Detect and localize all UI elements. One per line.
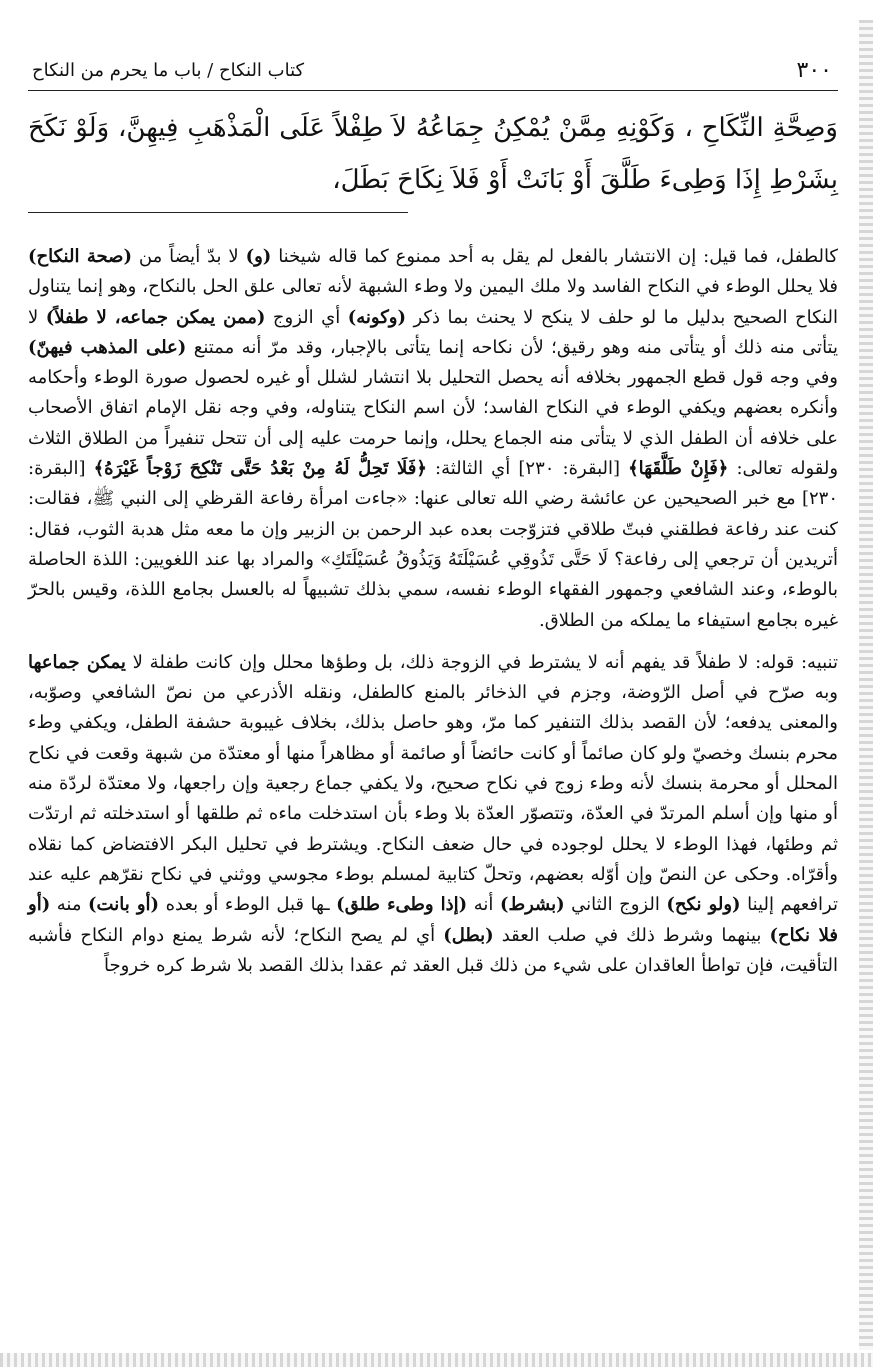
matn-quote: (ممن يمكن جماعه، لا طفلاً) bbox=[45, 306, 266, 328]
matn-quote: (أو فلا نكاح) bbox=[28, 894, 838, 946]
commentary bbox=[28, 242, 838, 981]
emphasis: يمكن جماعها bbox=[28, 651, 126, 673]
matn-quote: (على المذهب فيهنّ) bbox=[28, 336, 187, 358]
decorative-border-bottom bbox=[0, 1353, 873, 1367]
text-run: ـها قبل الوطء أو بعده bbox=[159, 894, 337, 916]
matn-quote: (أو بانت) bbox=[88, 894, 160, 916]
matn-quote: (بطل) bbox=[443, 924, 494, 946]
quran-quote: ﴿فَإِنْ طَلَّقَهَا﴾ bbox=[628, 458, 729, 480]
text-run: أي الزوج bbox=[265, 306, 348, 328]
matn-quote: (إذا وطىء طلق) bbox=[336, 894, 468, 916]
commentary-paragraph-1 bbox=[28, 242, 838, 636]
text-run: منه bbox=[50, 894, 89, 916]
text-run: وفي وجه قول قطع الجمهور بخلافه أنه يحصل التحليل بلا انتشار لشلل أو غيره لحصول صورة الوطء وأحكامه وأنكره بعضهم ويكفي الوطء في النكاح الفاسد؛ لأن اسم النكاح يتناوله، وفي وجه نقل الإمام اتفاق الأصحاب على خلافه أن الطفل الذي لا يتأتى منه الجماع يحلل، وإنما حرمت عليه إلى أن تتحل تنفيراً من الطلاق الثلاث ولقوله تعالى: bbox=[28, 367, 839, 480]
text-run: أنه bbox=[467, 894, 500, 916]
text-run: [البقرة: ٢٣٠] مع خبر الصحيحين عن عائشة رضي الله تعالى عنها: «جاءت امرأة رفاعة القرظي إلى النبي ﷺ، فقالت: كنت عند رفاعة فطلقني فبتّ طلاقي فتزوّجت بعده عبد الرحمن بن الزبير وإن ما معه مثل هدبة الثوب، فقال: أتريدين أن ترجعي إلى رفاعة؟ لَا حَتَّى تَذُوقِي عُسَيْلَتَهُ وَيَذُوقُ عُسَيْلَتَكِ» والمراد بها عند اللغويين: اللذة الحاصلة بالوطء، وعند الشافعي وجمهور الفقهاء الوطء نفسه، سمي بذلك تشبيهاً له بالعسل بجامع اللذة، وقيس بالحرّ غيره بجامع استيفاء ما يملكه من الطلاق. bbox=[28, 458, 838, 631]
text-run: أي لم يصح النكاح؛ لأنه شرط يمنع دوام النكاح فأشبه التأقيت، فإن تواطأ العاقدان على شيء من ذلك قبل العقد ثم عقدا بذلك القصد بلا شرط كره خروجاً bbox=[28, 924, 838, 976]
matn-quote: (وكونه) bbox=[347, 306, 406, 328]
text-run: لا بدّ أيضاً من bbox=[131, 246, 246, 267]
text-run: كالطفل، فما قيل: إن الانتشار بالفعل لم يقل به أحد ممنوع كما قاله شيخنا bbox=[271, 246, 838, 267]
matn-quote: (صحة النكاح) bbox=[28, 246, 132, 267]
text-run: [البقرة: ٢٣٠] أي الثالثة: bbox=[426, 458, 629, 480]
quran-quote: ﴿فَلَا تَحِلُّ لَهُ مِنْ بَعْدُ حَتَّى تَنْكِحَ زَوْجاً غَيْرَهُ﴾ bbox=[93, 458, 427, 480]
commentary-paragraph-2 bbox=[28, 648, 838, 981]
text-run: لا يتأتى منه ذلك أو يتأتى منه وهو رقيق؛ لأن نكاحه إنما يتأتى بالإجبار، وقد مرّ أنه ممتنع bbox=[28, 306, 838, 358]
running-head: كتاب النكاح / باب ما يحرم من النكاح bbox=[32, 60, 305, 81]
matn-quote: (بشرط) bbox=[499, 894, 565, 916]
text-run: بينهما وشرط ذلك في صلب العقد bbox=[493, 924, 770, 946]
text-run: فلا يحلل الوطء في النكاح الفاسد ولا ملك اليمين ولا وطء الشبهة لأنه تعالى علق الحل بالنكاح، وهو إنما يتناول النكاح الصحيح بدليل ما لو حلف لا ينكح لا يحنث بما ذكر bbox=[28, 276, 838, 328]
text-run: تنبيه: قوله: لا طفلاً قد يفهم أنه لا يشترط في الزوجة ذلك، بل وطؤها محلل وإن كانت طفلة لا bbox=[125, 651, 838, 673]
decorative-border-right bbox=[859, 20, 873, 1350]
page-number: ٣٠٠ bbox=[796, 58, 832, 83]
matn-text: وَصِحَّةِ النِّكَاحِ ، وَكَوْنِهِ مِمَّنْ يُمْكِنُ جِمَاعُهُ لاَ طِفْلاً عَلَى الْمَذْهَبِ فِيهِنَّ، وَلَوْ نَكَحَ بِشَرْطِ إِذَا وَطِىءَ طَلَّقَ أَوْ بَانَتْ أَوْ فَلاَ نِكَاحَ بَطَلَ، bbox=[28, 113, 838, 195]
page-header bbox=[28, 56, 838, 91]
text-run: الزوج الثاني bbox=[564, 894, 667, 916]
matn-quote: (و) bbox=[245, 246, 272, 267]
matn-quote: (ولو نكح) bbox=[666, 894, 741, 916]
text-run: وبه صرّح في أصل الرّوضة، وجزم في الذخائر بالمنع كالطفل، ونقله الأذرعي من نصّ الشافعي وصوّبه، والمعنى يدفعه؛ لأن القصد بذلك التنفير كما مرّ، وهو حاصل بذلك، بخلاف غيبوبة حشفة الطفل، ويكفي وطء محرم بنسك وخصيّ ولو كان صائماً أو كانت حائضاً أو صائمة أو مظاهراً منها أو معتدّة من شبهة وقعت في نكاح المحلل أو محرمة بنسك لأنه وطء زوج في نكاح صحيح، ولا يكفي جماع رجعية وإن راجعها، ولا معتدّة لردّة منه أو منها وإن أسلم المرتدّ في العدّة، وتتصوّر العدّة بلا وطء بأن استدخلت ماءه ثم طلقها أو استدخلته ثم ارتدّت ثم وطئها، فهذا الوطء لا يحلل لوجوده في حال ضعف النكاح. ويشترط في تحليل البكر الافتضاض كما نقلاه وأقرّاه. وحكى عن النصّ وإن أوّله بعضهم، وتحلّ كتابية لمسلم بوطء مجوسي ووثني في نكاح نقرّهم عليه عند ترافعهم إلينا bbox=[28, 682, 839, 916]
matn-divider bbox=[28, 212, 408, 213]
book-page bbox=[28, 52, 838, 1342]
